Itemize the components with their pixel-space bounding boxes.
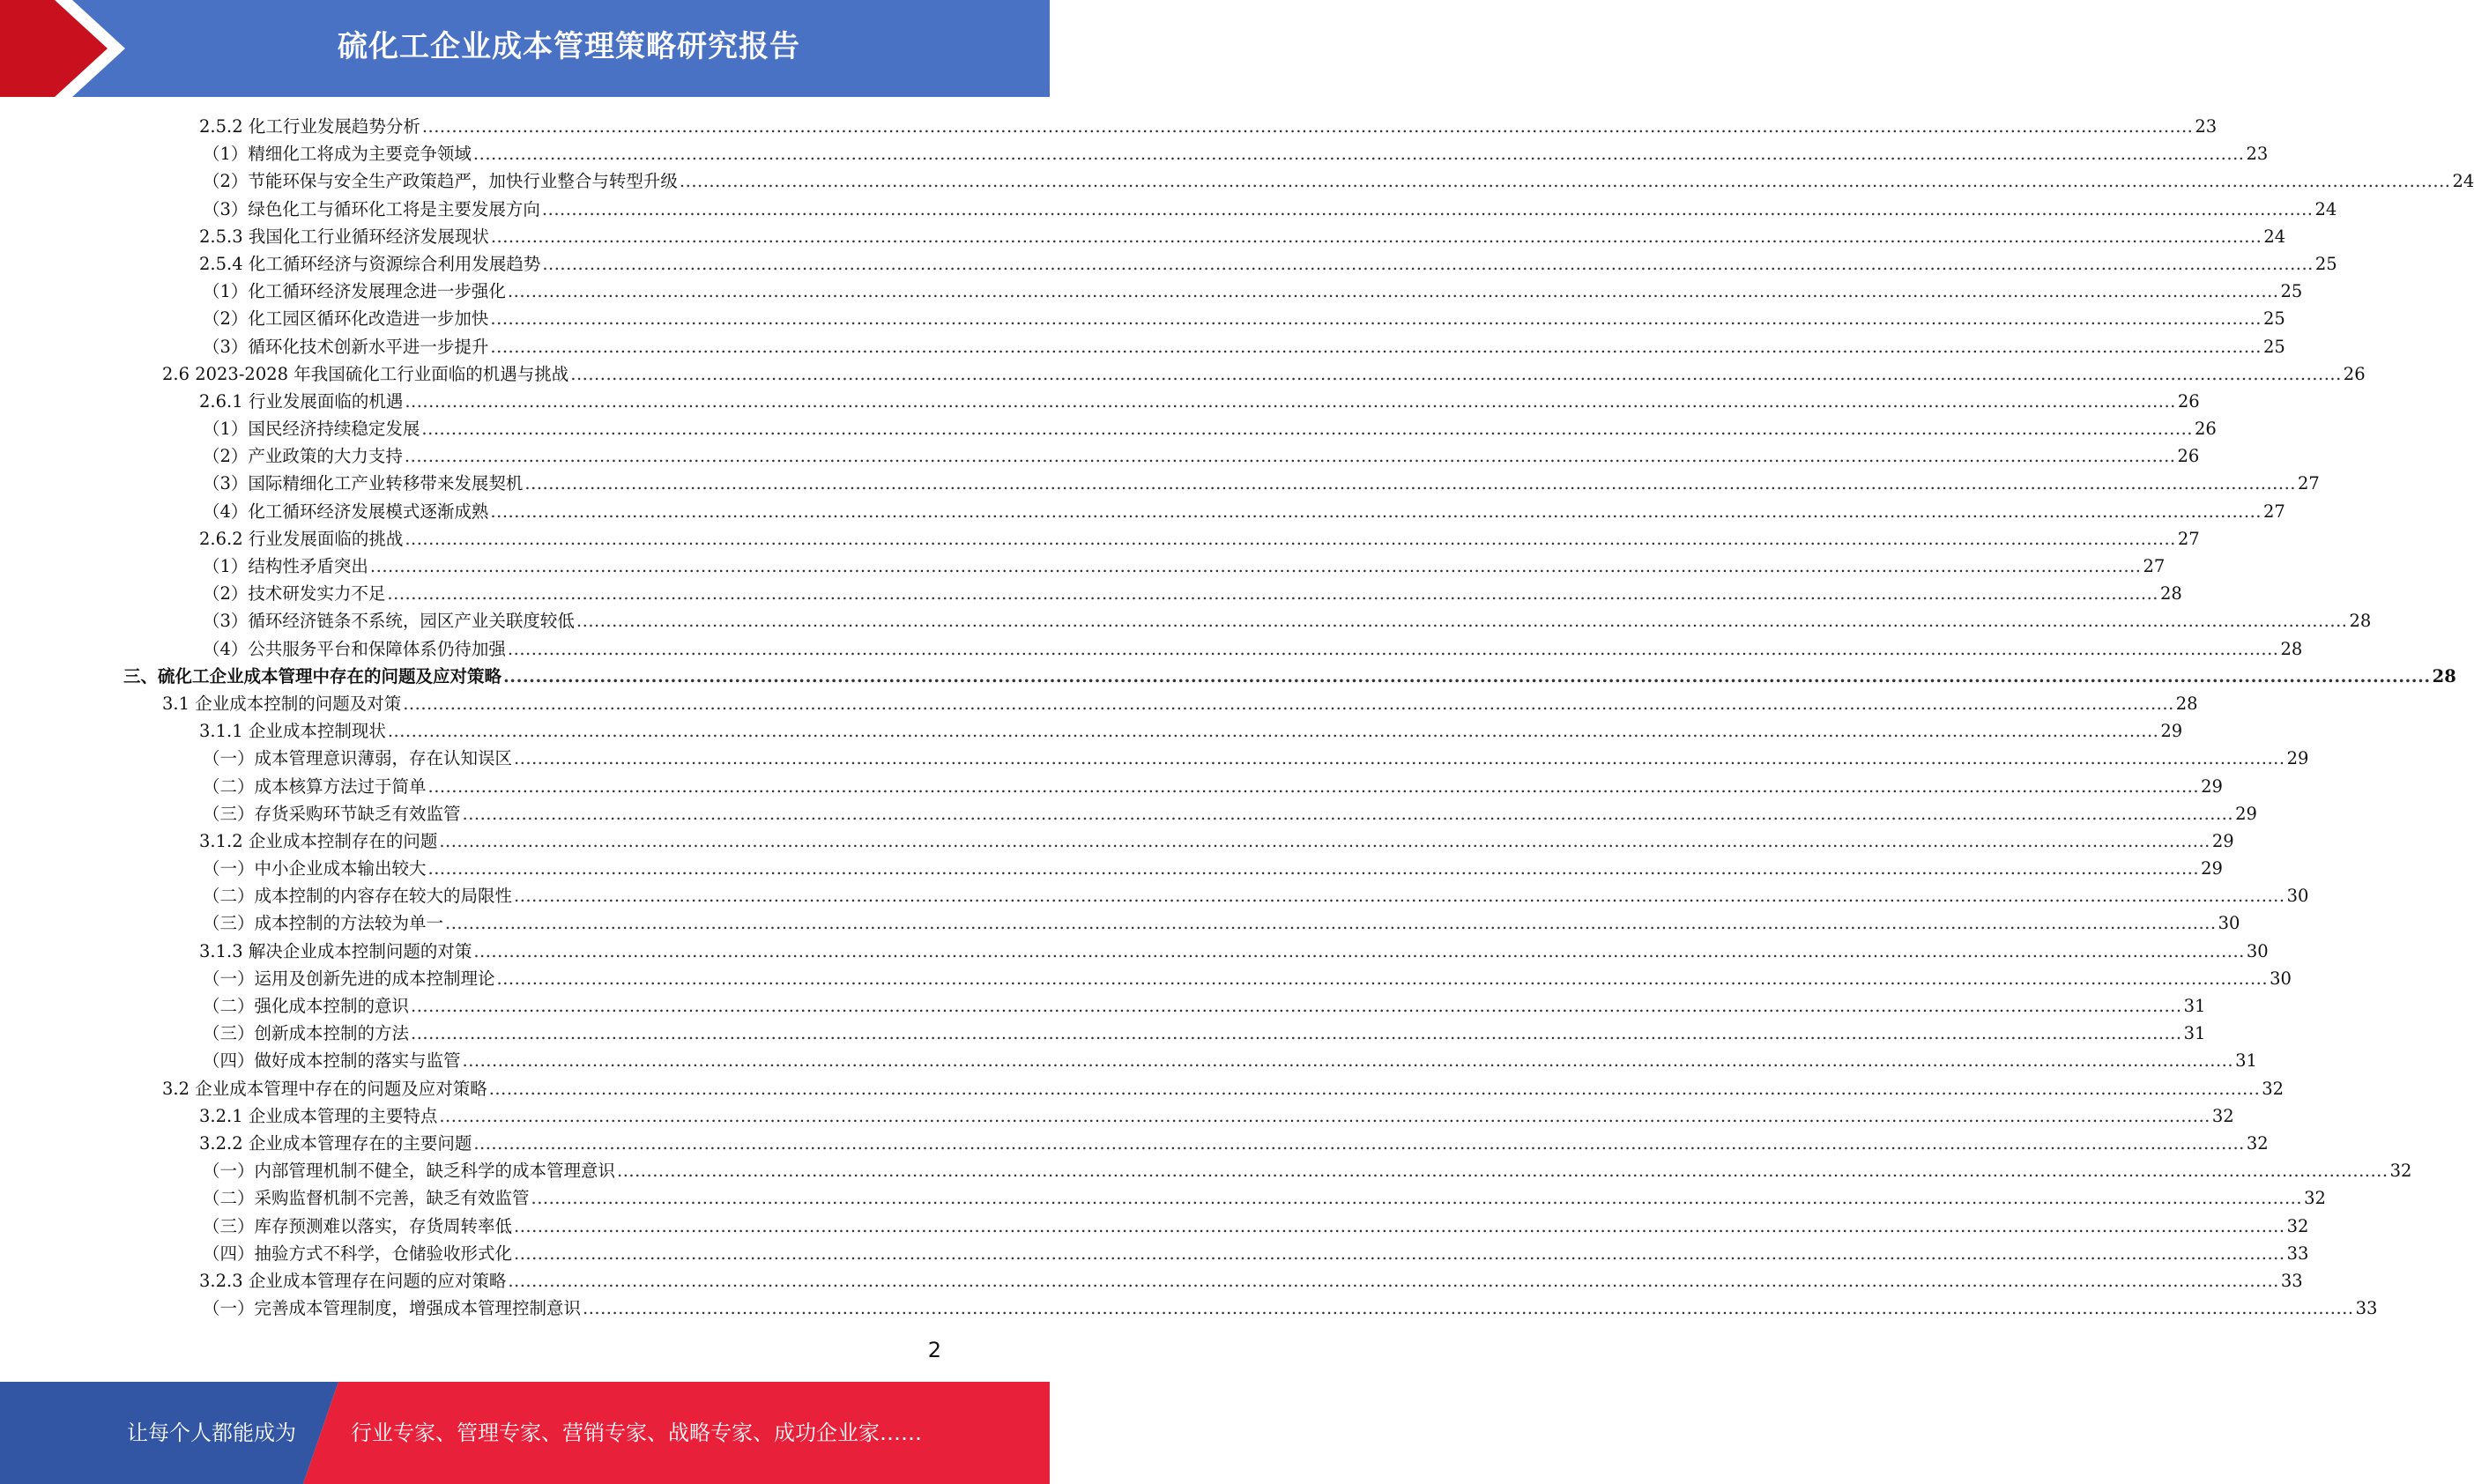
toc-entry-page: 29 — [2286, 748, 2309, 769]
toc-entry-page: 32 — [2286, 1215, 2309, 1236]
toc-entry-page: 23 — [2195, 116, 2218, 137]
toc-entry-page: 26 — [2177, 446, 2200, 467]
toc-entry[interactable] — [0, 938, 2269, 965]
toc-dot-leader: ............................................................................................................................................................................................................................................................................................................ — [496, 968, 2269, 989]
toc-entry[interactable] — [0, 1047, 2257, 1074]
toc-entry-page: 33 — [2280, 1270, 2303, 1291]
toc-entry-page: 31 — [2183, 996, 2206, 1016]
toc-entry-label: （一）完善成本管理制度，增强成本管理控制意识 — [203, 1298, 582, 1319]
toc-dot-leader: ............................................................................................................................................................................................................................................................................................................ — [617, 1161, 2389, 1182]
toc-entry-label: （一）内部管理机制不健全，缺乏科学的成本管理意识 — [203, 1161, 616, 1182]
table-of-contents — [0, 113, 2474, 1322]
header-band — [0, 0, 1050, 97]
toc-entry-label: （二）成本控制的内容存在较大的局限性 — [203, 886, 513, 907]
toc-entry-page: 25 — [2262, 336, 2285, 357]
toc-entry-page: 24 — [2314, 198, 2337, 219]
toc-entry-page: 30 — [2270, 968, 2292, 989]
toc-entry-page: 32 — [2211, 1105, 2234, 1126]
toc-entry-page: 26 — [2177, 390, 2200, 412]
toc-entry-label: （二）强化成本控制的意识 — [203, 996, 410, 1016]
toc-entry-page: 28 — [2432, 665, 2456, 686]
toc-entry-label: 3.1.3 解决企业成本控制问题的对策 — [199, 940, 472, 961]
toc-entry-page: 32 — [2246, 1132, 2269, 1154]
toc-dot-leader: ............................................................................................................................................................................................................................................................................................................ — [514, 1215, 2285, 1236]
toc-entry[interactable] — [0, 745, 2309, 772]
toc-entry[interactable] — [0, 442, 2200, 470]
toc-dot-leader: ............................................................................................................................................................................................................................................................................................................ — [490, 308, 2262, 330]
toc-entry-label: 2.6 2023-2028 年我国硫化工行业面临的机遇与挑战 — [162, 363, 569, 384]
toc-dot-leader: ............................................................................................................................................................................................................................................................................................................ — [387, 583, 2158, 605]
toc-entry-page: 28 — [2349, 611, 2372, 632]
toc-dot-leader: ............................................................................................................................................................................................................................................................................................................ — [490, 226, 2262, 247]
toc-dot-leader: ............................................................................................................................................................................................................................................................................................................ — [473, 940, 2245, 961]
toc-entry[interactable] — [0, 1020, 2206, 1047]
toc-entry-label: （四）做好成本控制的落实与监管 — [203, 1050, 461, 1072]
toc-dot-leader: ............................................................................................................................................................................................................................................................................................................ — [514, 1243, 2285, 1264]
toc-dot-leader: ............................................................................................................................................................................................................................................................................................................ — [507, 281, 2279, 302]
toc-dot-leader: ............................................................................................................................................................................................................................................................................................................ — [507, 638, 2279, 659]
toc-entry[interactable] — [0, 388, 2200, 415]
toc-dot-leader: ............................................................................................................................................................................................................................................................................................................ — [531, 1188, 2303, 1209]
toc-entry-label: （3）循环化技术创新水平进一步提升 — [203, 336, 489, 357]
toc-dot-leader: ............................................................................................................................................................................................................................................................................................................ — [411, 996, 2182, 1016]
toc-entry-label: （2）技术研发实力不足 — [203, 583, 386, 605]
toc-entry-page: 27 — [2177, 528, 2200, 549]
toc-entry-label: （2）化工园区循环化改造进一步加快 — [203, 308, 489, 330]
toc-entry-label: （2）节能环保与安全生产政策趋严，加快行业整合与转型升级 — [203, 171, 678, 192]
toc-entry-page: 25 — [2280, 281, 2303, 302]
toc-entry-page: 26 — [2343, 363, 2366, 384]
toc-entry[interactable] — [0, 470, 2320, 497]
toc-dot-leader: ............................................................................................................................................................................................................................................................................................................ — [405, 390, 2176, 412]
toc-entry-page: 33 — [2286, 1243, 2309, 1264]
toc-entry[interactable] — [0, 553, 2166, 580]
toc-entry-label: 2.5.4 化工循环经济与资源综合利用发展趋势 — [199, 253, 541, 274]
toc-dot-leader: ............................................................................................................................................................................................................................................................................................................ — [369, 556, 2142, 576]
toc-entry-page: 25 — [2262, 308, 2285, 330]
toc-entry-page: 29 — [2160, 721, 2183, 742]
footer-slogan-left: 让每个人都能成为 — [127, 1421, 296, 1445]
toc-dot-leader: ............................................................................................................................................................................................................................................................................................................ — [514, 886, 2285, 907]
toc-entry-label: （1）国民经济持续稳定发展 — [203, 419, 420, 440]
toc-entry[interactable] — [0, 525, 2200, 553]
toc-entry-label: 三、硫化工企业成本管理中存在的问题及应对策略 — [123, 665, 502, 686]
toc-dot-leader: ............................................................................................................................................................................................................................................................................................................ — [462, 803, 2234, 824]
toc-entry-page: 32 — [2304, 1188, 2326, 1209]
report-title: 硫化工企业成本管理策略研究报告 — [338, 29, 800, 64]
toc-entry[interactable] — [0, 717, 2183, 745]
toc-entry[interactable] — [0, 580, 2182, 607]
toc-dot-leader: ............................................................................................................................................................................................................................................................................................................ — [411, 1023, 2182, 1044]
toc-dot-leader: ............................................................................................................................................................................................................................................................................................................ — [462, 1050, 2234, 1072]
toc-entry[interactable] — [0, 498, 2285, 525]
toc-entry-label: 2.6.1 行业发展面临的机遇 — [199, 390, 404, 412]
toc-dot-leader: ............................................................................................................................................................................................................................................................................................................ — [542, 253, 2314, 274]
toc-entry-label: （二）采购监督机制不完善，缺乏有效监管 — [203, 1188, 530, 1209]
toc-entry[interactable] — [0, 635, 2303, 663]
toc-entry-label: （1）化工循环经济发展理念进一步强化 — [203, 281, 506, 302]
footer-band — [0, 1382, 1050, 1484]
toc-dot-leader: ............................................................................................................................................................................................................................................................................................................ — [490, 336, 2262, 357]
toc-entry-page: 33 — [2355, 1298, 2378, 1319]
toc-entry-page: 24 — [2452, 171, 2474, 192]
toc-entry-label: 3.2.1 企业成本管理的主要特点 — [199, 1105, 438, 1126]
toc-dot-leader: ............................................................................................................................................................................................................................................................................................................ — [524, 473, 2296, 494]
toc-entry[interactable] — [0, 965, 2292, 992]
toc-dot-leader: ............................................................................................................................................................................................................................................................................................................ — [503, 665, 2431, 686]
toc-entry[interactable] — [0, 305, 2285, 332]
toc-dot-leader: ............................................................................................................................................................................................................................................................................................................ — [427, 775, 2200, 797]
toc-entry-page: 32 — [2262, 1078, 2285, 1099]
toc-entry-label: （三）成本控制的方法较为单一 — [203, 913, 444, 934]
toc-entry[interactable] — [0, 196, 2337, 223]
toc-entry-label: （4）化工循环经济发展模式逐渐成熟 — [203, 501, 489, 522]
toc-dot-leader: ............................................................................................................................................................................................................................................................................................................ — [421, 116, 2194, 137]
page-number: 2 — [927, 1338, 941, 1362]
toc-dot-leader: ............................................................................................................................................................................................................................................................................................................ — [405, 528, 2176, 549]
toc-entry-page: 25 — [2314, 253, 2337, 274]
toc-entry[interactable] — [0, 909, 2240, 937]
toc-entry-label: 2.6.2 行业发展面临的挑战 — [199, 528, 404, 549]
toc-entry-page: 27 — [2262, 501, 2285, 522]
toc-entry-label: 3.2.2 企业成本管理存在的主要问题 — [199, 1132, 472, 1154]
toc-entry[interactable] — [0, 827, 2234, 855]
toc-entry-label: （一）成本管理意识薄弱，存在认知误区 — [203, 748, 513, 769]
toc-entry[interactable] — [0, 663, 2456, 690]
toc-dot-leader: ............................................................................................................................................................................................................................................................................................................ — [488, 1078, 2261, 1099]
toc-entry-label: （3）绿色化工与循环化工将是主要发展方向 — [203, 198, 540, 219]
toc-entry-page: 30 — [2286, 886, 2309, 907]
toc-entry[interactable] — [0, 1184, 2326, 1212]
toc-entry-page: 29 — [2201, 775, 2223, 797]
toc-dot-leader: ............................................................................................................................................................................................................................................................................................................ — [583, 1298, 2354, 1319]
toc-entry-page: 26 — [2194, 419, 2217, 440]
toc-entry-label: （三）存货采购环节缺乏有效监管 — [203, 803, 461, 824]
toc-entry-label: （1）精细化工将成为主要竞争领域 — [203, 144, 472, 165]
toc-entry-label: 3.2.3 企业成本管理存在问题的应对策略 — [199, 1270, 507, 1291]
toc-dot-leader: ............................................................................................................................................................................................................................................................................................................ — [508, 1270, 2279, 1291]
toc-entry-label: 3.1.2 企业成本控制存在的问题 — [199, 830, 438, 851]
toc-dot-leader: ............................................................................................................................................................................................................................................................................................................ — [403, 693, 2174, 714]
toc-entry[interactable] — [0, 278, 2303, 305]
toc-entry-page: 31 — [2183, 1023, 2206, 1044]
toc-dot-leader: ............................................................................................................................................................................................................................................................................................................ — [421, 419, 2193, 440]
toc-entry[interactable] — [0, 1213, 2309, 1240]
toc-entry-label: 2.5.2 化工行业发展趋势分析 — [199, 116, 420, 137]
toc-entry-page: 30 — [2246, 940, 2269, 961]
toc-entry-page: 29 — [2235, 803, 2257, 824]
toc-entry[interactable] — [0, 773, 2223, 800]
toc-entry-page: 28 — [2159, 583, 2182, 605]
toc-dot-leader: ............................................................................................................................................................................................................................................................................................................ — [404, 446, 2176, 467]
toc-entry[interactable] — [0, 1157, 2412, 1184]
toc-dot-leader: ............................................................................................................................................................................................................................................................................................................ — [514, 748, 2285, 769]
toc-entry[interactable] — [0, 1102, 2234, 1130]
toc-entry[interactable] — [0, 800, 2257, 827]
toc-entry-label: （一）中小企业成本输出较大 — [203, 858, 427, 879]
toc-entry[interactable] — [0, 415, 2217, 442]
toc-entry-label: （3）国际精细化工产业转移带来发展契机 — [203, 473, 524, 494]
toc-entry-label: （3）循环经济链条不系统，园区产业关联度较低 — [203, 611, 575, 632]
toc-entry[interactable] — [0, 360, 2366, 388]
toc-entry-label: （四）抽验方式不科学，仓储验收形式化 — [203, 1243, 513, 1264]
toc-entry[interactable] — [0, 690, 2198, 717]
toc-dot-leader: ............................................................................................................................................................................................................................................................................................................ — [541, 198, 2314, 219]
toc-entry[interactable] — [0, 333, 2285, 360]
toc-entry-page: 28 — [2175, 693, 2198, 714]
toc-entry[interactable] — [0, 607, 2372, 634]
toc-entry[interactable] — [0, 1240, 2309, 1267]
toc-entry[interactable] — [0, 1075, 2285, 1102]
toc-entry-label: （2）产业政策的大力支持 — [203, 446, 403, 467]
toc-entry[interactable] — [0, 140, 2269, 167]
toc-entry-page: 24 — [2263, 226, 2286, 247]
toc-entry[interactable] — [0, 882, 2309, 909]
toc-entry[interactable] — [0, 113, 2218, 140]
toc-entry[interactable] — [0, 223, 2286, 250]
toc-entry[interactable] — [0, 1267, 2303, 1295]
toc-dot-leader: ............................................................................................................................................................................................................................................................................................................ — [490, 501, 2262, 522]
toc-entry-page: 27 — [2143, 556, 2166, 576]
toc-dot-leader: ............................................................................................................................................................................................................................................................................................................ — [570, 363, 2342, 384]
toc-dot-leader: ............................................................................................................................................................................................................................................................................................................ — [472, 144, 2245, 165]
toc-entry-label: 3.1.1 企业成本控制现状 — [199, 721, 386, 742]
toc-dot-leader: ............................................................................................................................................................................................................................................................................................................ — [439, 1105, 2210, 1126]
toc-dot-leader: ............................................................................................................................................................................................................................................................................................................ — [439, 830, 2210, 851]
footer-slogan-right: 行业专家、管理专家、营销专家、战略专家、成功企业家…… — [351, 1421, 922, 1445]
toc-entry-page: 29 — [2211, 830, 2234, 851]
toc-entry[interactable] — [0, 992, 2206, 1020]
toc-dot-leader: ............................................................................................................................................................................................................................................................................................................ — [473, 1132, 2245, 1154]
toc-entry-label: 2.5.3 我国化工行业循环经济发展现状 — [199, 226, 489, 247]
toc-entry-page: 27 — [2297, 473, 2320, 494]
toc-entry-page: 30 — [2218, 913, 2240, 934]
toc-entry-page: 28 — [2280, 638, 2303, 659]
toc-entry[interactable] — [0, 167, 2474, 195]
toc-entry-page: 31 — [2235, 1050, 2257, 1072]
toc-entry-label: 3.2 企业成本管理中存在的问题及应对策略 — [162, 1078, 487, 1099]
toc-entry-label: （三）库存预测难以落实，存货周转率低 — [203, 1215, 513, 1236]
toc-entry-label: （1）结构性矛盾突出 — [203, 556, 368, 576]
toc-entry-page: 23 — [2246, 144, 2269, 165]
toc-entry-page: 29 — [2201, 858, 2223, 879]
toc-dot-leader: ............................................................................................................................................................................................................................................................................................................ — [427, 858, 2200, 879]
toc-dot-leader: ............................................................................................................................................................................................................................................................................................................ — [679, 171, 2451, 192]
toc-entry-page: 32 — [2389, 1161, 2412, 1182]
toc-entry-label: （一）运用及创新先进的成本控制理论 — [203, 968, 495, 989]
toc-entry[interactable] — [0, 855, 2223, 882]
toc-dot-leader: ............................................................................................................................................................................................................................................................................................................ — [576, 611, 2348, 632]
toc-entry-label: （二）成本核算方法过于简单 — [203, 775, 427, 797]
toc-entry[interactable] — [0, 1130, 2269, 1157]
toc-entry-label: （三）创新成本控制的方法 — [203, 1023, 410, 1044]
toc-entry-label: 3.1 企业成本控制的问题及对策 — [162, 693, 402, 714]
toc-entry-label: （4）公共服务平台和保障体系仍待加强 — [203, 638, 506, 659]
toc-dot-leader: ............................................................................................................................................................................................................................................................................................................ — [445, 913, 2217, 934]
toc-dot-leader: ............................................................................................................................................................................................................................................................................................................ — [387, 721, 2159, 742]
toc-entry[interactable] — [0, 250, 2337, 278]
toc-entry[interactable] — [0, 1295, 2378, 1322]
